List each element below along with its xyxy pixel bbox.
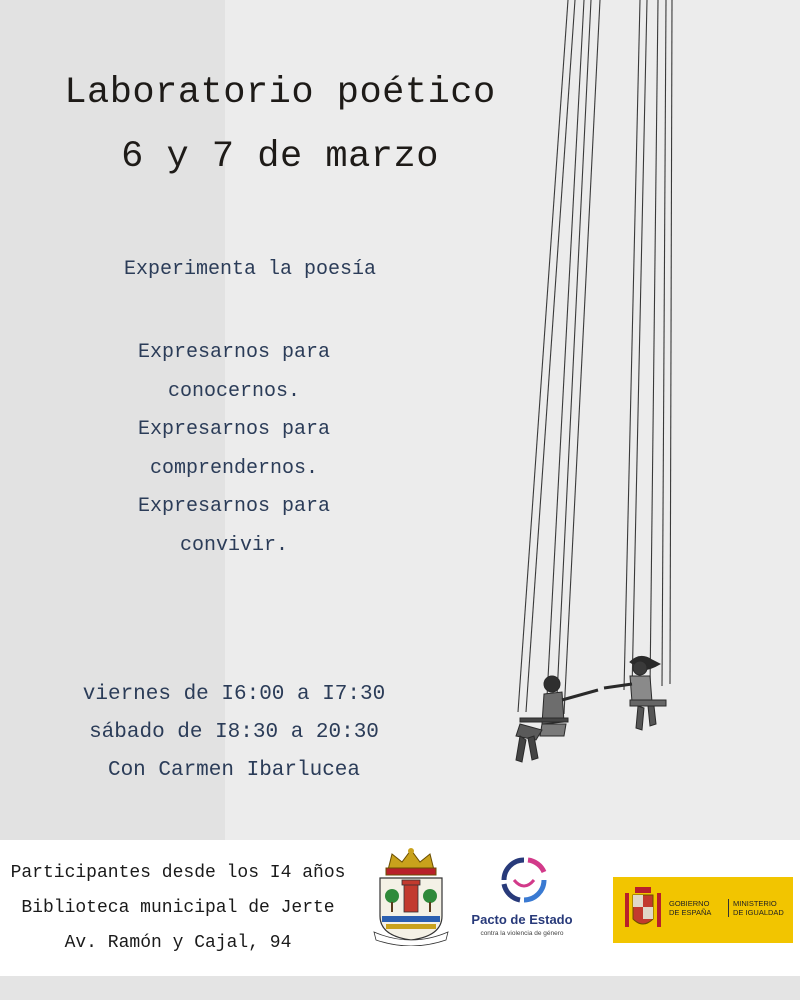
poem-line: conocernos.	[167, 379, 301, 403]
poem-line: Expresarnos para	[137, 418, 331, 441]
poem	[0, 334, 484, 565]
footer	[0, 840, 800, 976]
tagline: Experimenta la poesía	[123, 258, 377, 281]
poem-line: comprendernos.	[149, 456, 319, 480]
gobierno-logo	[613, 877, 793, 943]
venue-info: Biblioteca municipal de Jerte	[21, 898, 335, 918]
pacto-title: Pacto de Estado	[471, 912, 573, 927]
schedule-saturday: sábado de I8:30 a 20:30	[89, 721, 379, 744]
swing-illustration	[480, 0, 710, 790]
address-info: Av. Ramón y Cajal, 94	[64, 933, 292, 953]
poster-title: Laboratorio poético	[64, 72, 496, 114]
pacto-de-estado-logo	[462, 850, 582, 950]
poem-line: Expresarnos para	[137, 341, 331, 364]
child-left	[516, 676, 598, 762]
facilitator: Con Carmen Ibarlucea	[107, 759, 361, 782]
event-info	[8, 856, 348, 961]
participants-info: Participantes desde los I4 años	[10, 863, 346, 883]
gobierno-text: GOBIERNO DE ESPAÑA	[669, 899, 712, 917]
child-right	[604, 656, 666, 730]
poem-line: Expresarnos para	[137, 495, 331, 518]
bottom-band	[0, 976, 800, 1000]
poem-line: convivir.	[179, 533, 289, 557]
schedule	[0, 676, 484, 790]
municipal-crest-icon	[372, 844, 450, 946]
schedule-friday: viernes de I6:00 a I7:30	[82, 683, 386, 706]
pacto-logo-icon	[462, 850, 582, 910]
pacto-subtitle: contra la violencia de género	[480, 930, 564, 937]
spain-coat-of-arms-icon	[621, 883, 665, 937]
ministerio-text: MINISTERIO DE IGUALDAD	[728, 899, 784, 917]
poster-dates: 6 y 7 de marzo	[121, 136, 439, 178]
